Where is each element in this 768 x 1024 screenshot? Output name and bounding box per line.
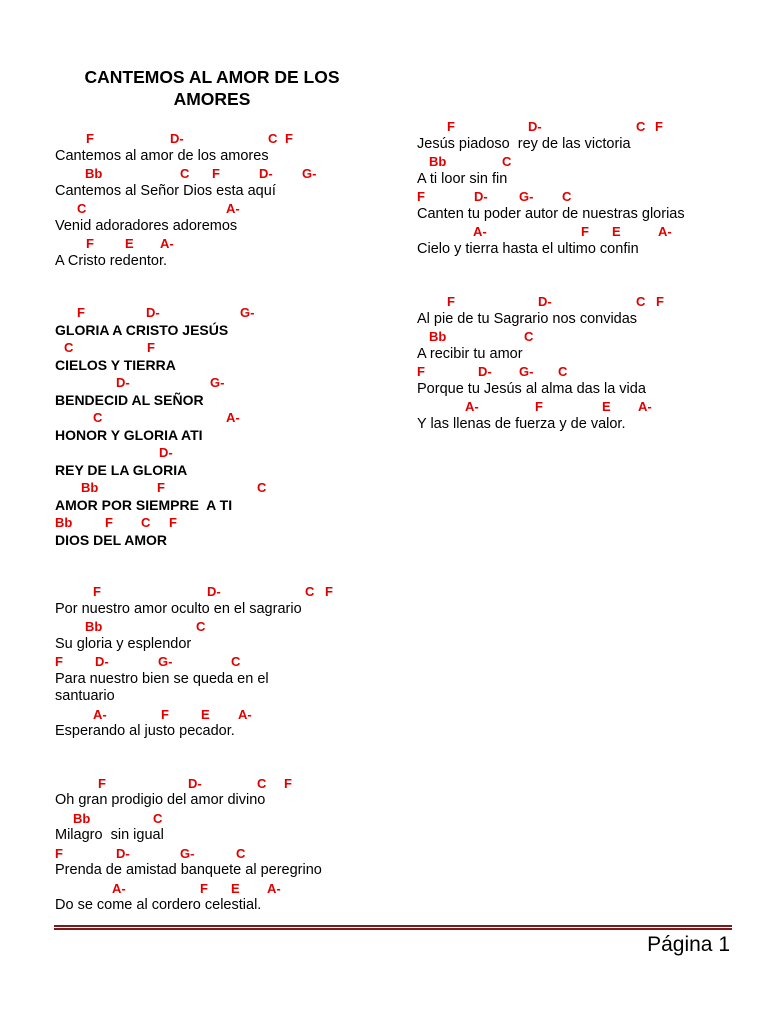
chord: D- — [95, 654, 109, 669]
chord: C — [305, 584, 315, 599]
chord: C — [257, 480, 267, 495]
chord: A- — [226, 410, 240, 425]
chord: A- — [465, 399, 479, 414]
chord: D- — [259, 166, 273, 181]
lyric-line: Cielo y tierra hasta el ultimo confin — [417, 240, 639, 257]
chord: F — [55, 654, 63, 669]
chord: F — [169, 515, 177, 530]
stanza-3 — [55, 775, 395, 915]
chord: C — [77, 201, 87, 216]
lyric-line: Do se come al cordero celestial. — [55, 897, 262, 913]
chord-line — [55, 775, 395, 793]
chord: Bb — [81, 480, 99, 495]
chord: F — [157, 480, 165, 495]
chord: F — [417, 189, 425, 204]
lyric-line: Esperando al justo pecador. — [55, 723, 235, 739]
chord: G- — [519, 189, 534, 204]
chord-line — [55, 618, 395, 636]
chord: E — [612, 224, 621, 239]
chord: G- — [210, 375, 225, 390]
lyric-line: Venid adoradores adoremos — [55, 217, 238, 234]
stanza-5 — [417, 293, 757, 433]
lyric-line: BENDECID AL SEÑOR — [55, 391, 204, 408]
chord-line — [417, 118, 757, 136]
lyric-line: A ti loor sin fin — [417, 170, 508, 187]
chord: Bb — [55, 515, 73, 530]
chord: F — [93, 584, 101, 599]
chord: D- — [478, 364, 492, 379]
song-title: CANTEMOS AL AMOR DE LOS AMORES — [84, 67, 340, 109]
lyric-line: A recibir tu amor — [417, 345, 523, 362]
page-number: Página 1 — [647, 933, 730, 956]
chord: A- — [238, 706, 252, 722]
chord: A- — [658, 224, 672, 239]
lyric-line: A Cristo redentor. — [55, 252, 168, 269]
chord: F — [417, 364, 425, 379]
lyric-line: GLORIA A CRISTO JESÚS — [55, 321, 229, 338]
chord: F — [212, 166, 220, 181]
chord-line — [417, 223, 757, 241]
chord: D- — [159, 445, 173, 460]
chord: F — [656, 294, 664, 309]
chord: C — [93, 410, 103, 425]
lyric-line: REY DE LA GLORIA — [55, 461, 188, 478]
chord: G- — [302, 166, 317, 181]
lyric-line: Para nuestro bien se queda en el — [55, 670, 269, 687]
stanza-4 — [417, 118, 757, 258]
chord: A- — [473, 224, 487, 239]
lyric-line: Cantemos al Señor Dios esta aquí — [55, 182, 276, 199]
right-column — [417, 118, 757, 433]
chord: Bb — [85, 619, 103, 634]
chord: E — [125, 236, 134, 251]
chord-line — [55, 339, 395, 357]
chord: D- — [146, 305, 160, 320]
chord: A- — [112, 880, 126, 896]
chord: C — [153, 810, 163, 826]
chord: F — [655, 119, 663, 134]
lyric-line: Al pie de tu Sagrario nos convidas — [417, 310, 638, 327]
chord: E — [201, 706, 210, 722]
chord: A- — [160, 236, 174, 251]
chord-line — [55, 880, 395, 898]
chord: F — [285, 131, 293, 146]
chord: D- — [188, 775, 202, 791]
chord-line — [417, 328, 757, 346]
chord-line — [55, 583, 395, 601]
chord: C — [558, 364, 568, 379]
chord: G- — [158, 654, 173, 669]
chord-line — [417, 293, 757, 311]
chord: A- — [267, 880, 281, 896]
chord: F — [105, 515, 113, 530]
chord: F — [535, 399, 543, 414]
chord-line — [417, 188, 757, 206]
chord-line — [55, 845, 395, 863]
chord: F — [86, 236, 94, 251]
chord: C — [231, 654, 241, 669]
lyric-line: DIOS DEL AMOR — [55, 531, 168, 548]
chord: F — [161, 706, 169, 722]
chord: F — [86, 131, 94, 146]
chord: C — [257, 775, 267, 791]
chord-line — [55, 810, 395, 828]
chord: Bb — [85, 166, 103, 181]
chord: F — [200, 880, 208, 896]
chord: F — [447, 294, 455, 309]
chord-line — [417, 363, 757, 381]
lyric-line: Prenda de amistad banquete al peregrino — [55, 862, 322, 878]
chord: C — [636, 294, 646, 309]
chord: Bb — [429, 154, 447, 169]
chord-line — [417, 398, 757, 416]
chord: F — [147, 340, 155, 355]
chord: C — [196, 619, 206, 634]
footer-divider — [54, 925, 732, 930]
chord: C — [64, 340, 74, 355]
chord-line — [55, 514, 395, 532]
chord: E — [231, 880, 240, 896]
lyric-line: HONOR Y GLORIA ATI — [55, 426, 203, 443]
chord: G- — [519, 364, 534, 379]
chord-line — [417, 153, 757, 171]
chord-line — [55, 706, 395, 724]
chord: F — [77, 305, 85, 320]
chord: C — [524, 329, 534, 344]
lyric-line: AMOR POR SIEMPRE A TI — [55, 496, 233, 513]
left-column — [55, 130, 395, 915]
chord: C — [562, 189, 572, 204]
stanza-2 — [55, 583, 395, 741]
chord: D- — [538, 294, 552, 309]
chord-line — [55, 235, 395, 253]
chord: A- — [638, 399, 652, 414]
lyric-line: Su gloria y esplendor — [55, 635, 192, 652]
lyric-line: Milagro sin igual — [55, 827, 164, 843]
chord: A- — [226, 201, 240, 216]
chord: F — [447, 119, 455, 134]
chord-line — [55, 479, 395, 497]
chord: D- — [170, 131, 184, 146]
chord: D- — [116, 845, 130, 861]
chord: C — [141, 515, 151, 530]
chord: Bb — [73, 810, 91, 826]
chord: D- — [528, 119, 542, 134]
lyric-line: santuario — [55, 688, 115, 704]
chord: F — [284, 775, 292, 791]
chord: D- — [207, 584, 221, 599]
lyric-line: Oh gran prodigio del amor divino — [55, 792, 266, 808]
chord: C — [502, 154, 512, 169]
chord: F — [581, 224, 589, 239]
lyric-line: Canten tu poder autor de nuestras glorias — [417, 205, 685, 222]
chord: F — [325, 584, 333, 599]
chord-line — [55, 409, 395, 427]
chord: F — [55, 845, 63, 861]
chord-line — [55, 444, 395, 462]
chord: C — [236, 845, 246, 861]
chord: C — [268, 131, 278, 146]
lyric-line: Por nuestro amor oculto en el sagrario — [55, 600, 302, 617]
chord: C — [180, 166, 190, 181]
lyric-line: Jesús piadoso rey de las victoria — [417, 135, 631, 152]
chord: G- — [240, 305, 255, 320]
chord: G- — [180, 845, 195, 861]
lyric-line: Y las llenas de fuerza y de valor. — [417, 415, 626, 432]
chord: D- — [116, 375, 130, 390]
chord: E — [602, 399, 611, 414]
lyric-line: Cantemos al amor de los amores — [55, 147, 269, 164]
chord-line — [55, 165, 395, 183]
chord: D- — [474, 189, 488, 204]
lyric-line: CIELOS Y TIERRA — [55, 356, 176, 373]
chord-line — [55, 304, 395, 322]
chord-line — [55, 200, 395, 218]
chord-line — [55, 374, 395, 392]
chord: A- — [93, 706, 107, 722]
lyric-line: Porque tu Jesús al alma das la vida — [417, 380, 646, 397]
stanza-1 — [55, 130, 395, 270]
chord-line — [55, 653, 395, 671]
chord-line — [55, 130, 395, 148]
chord: F — [98, 775, 106, 791]
chord: Bb — [429, 329, 447, 344]
chord: C — [636, 119, 646, 134]
stanza-chorus — [55, 304, 395, 549]
